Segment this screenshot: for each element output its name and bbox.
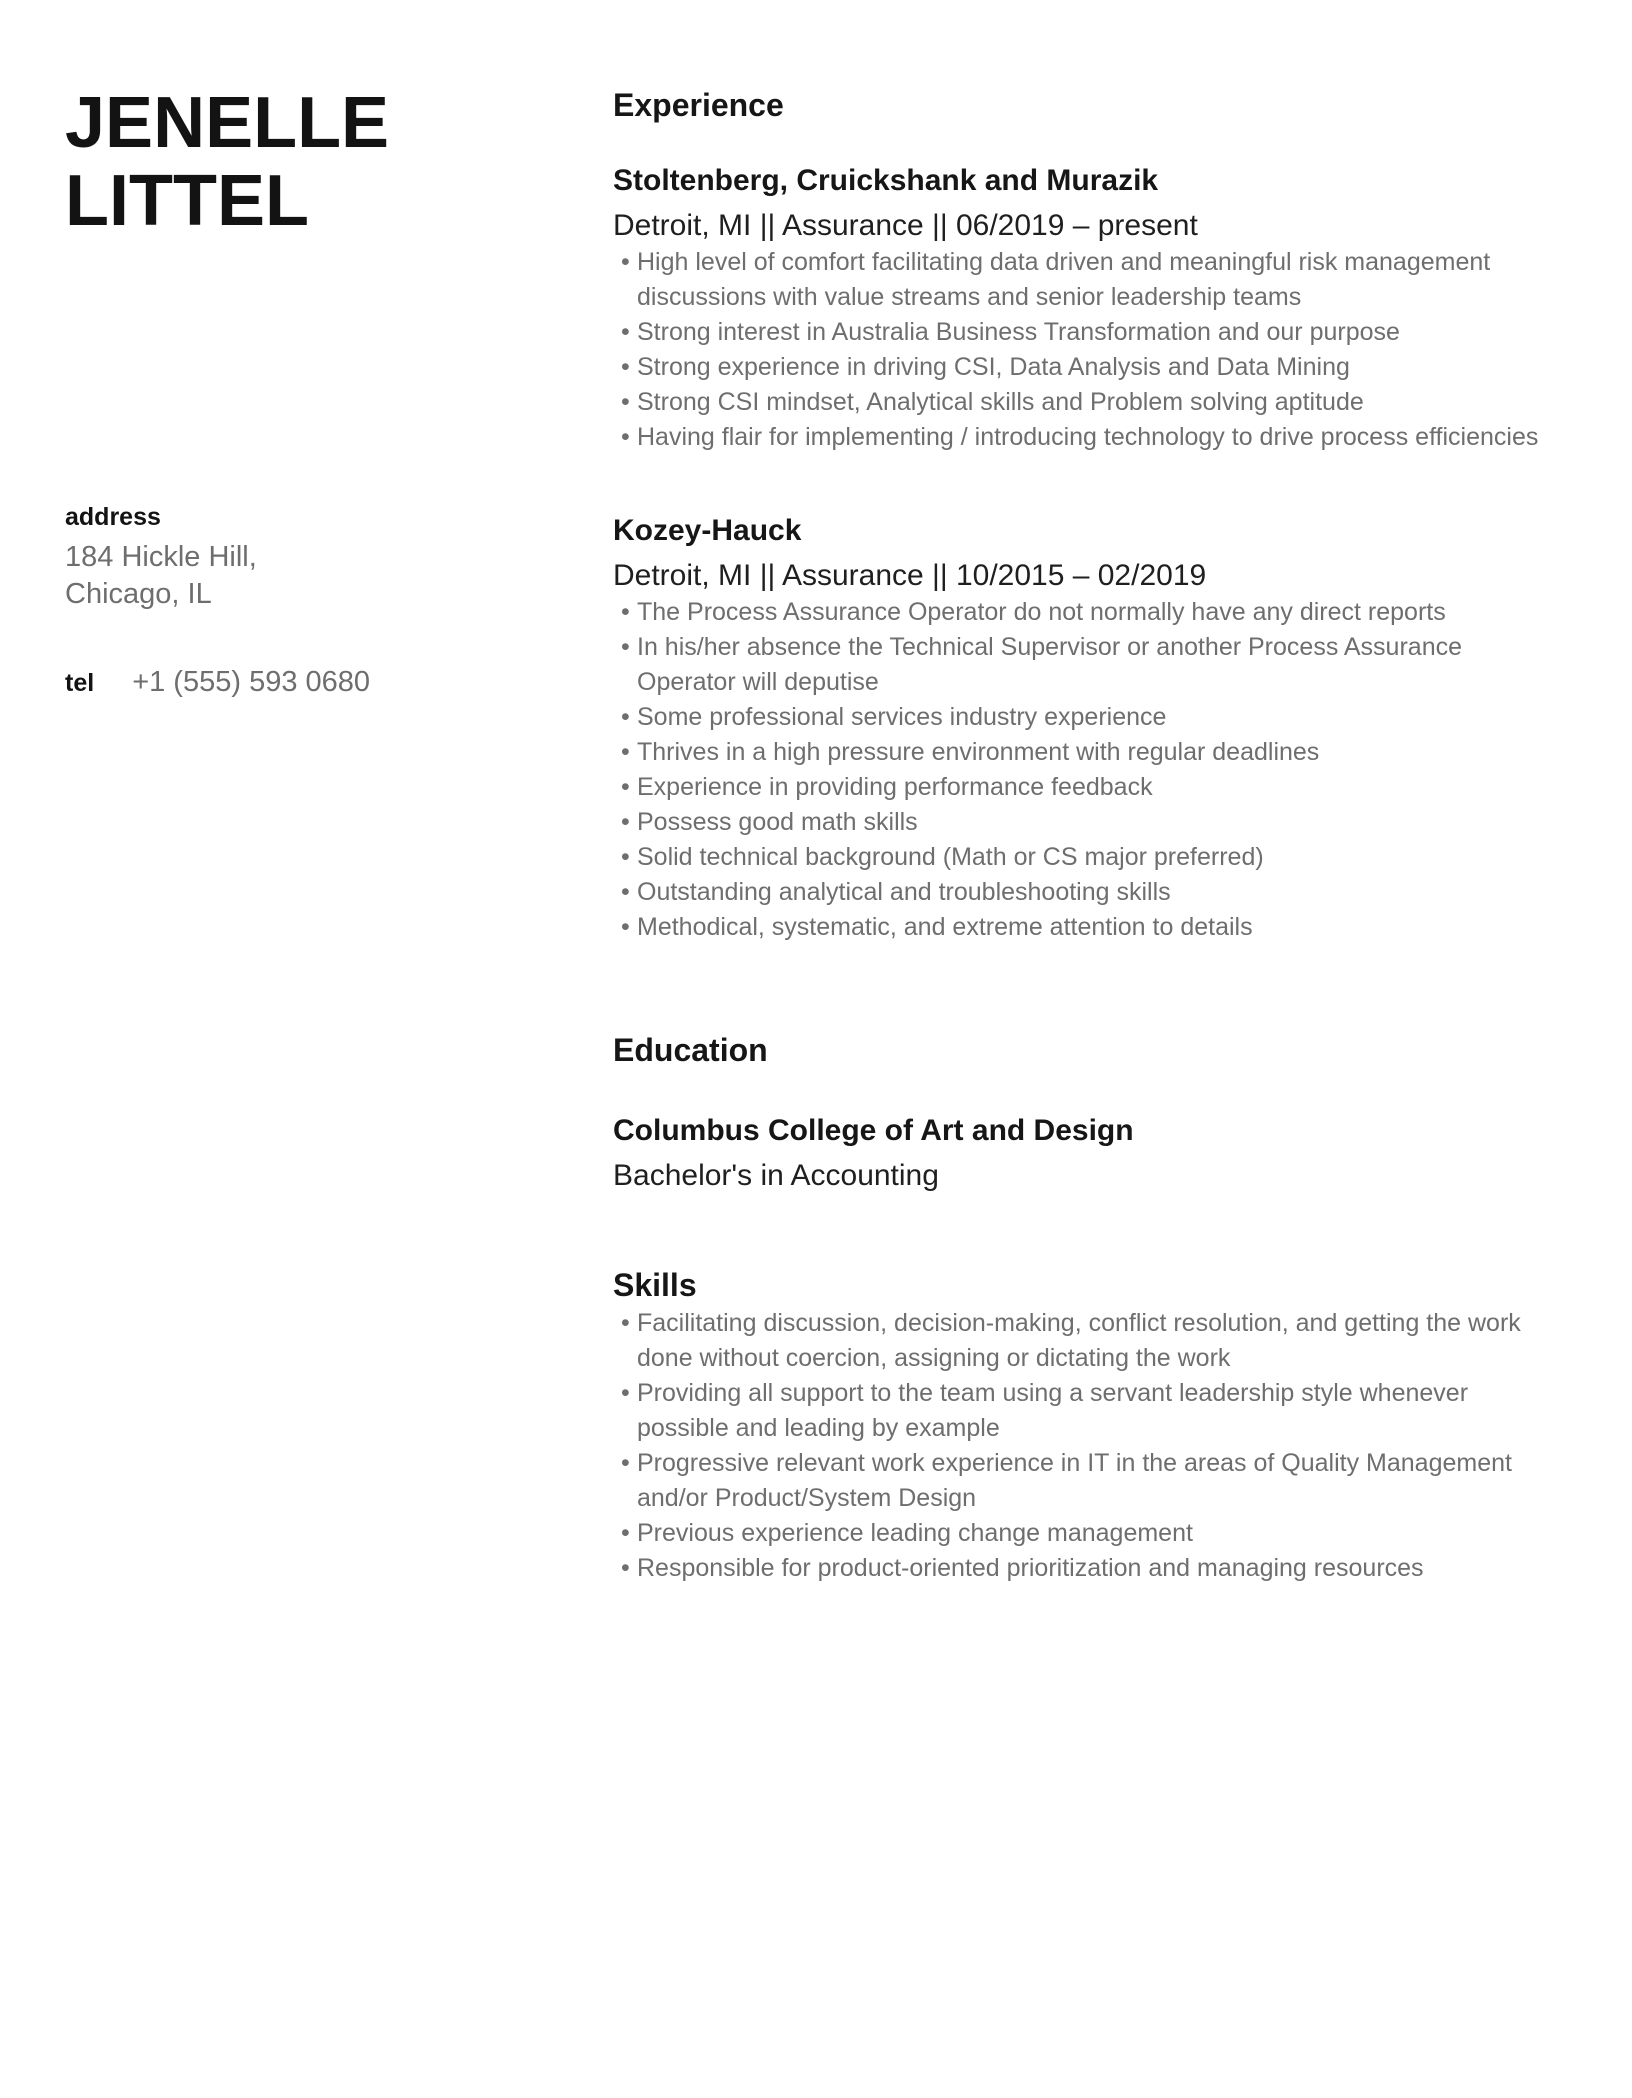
- candidate-name: [65, 84, 389, 240]
- candidate-last-name: LITTEL: [65, 161, 309, 241]
- bullet-item: • High level of comfort facilitating data driven and meaningful risk management discussions with value streams and senior leadership teams: [637, 245, 1563, 315]
- bullet-item: • The Process Assurance Operator do not normally have any direct reports: [637, 595, 1563, 630]
- section-heading-education: Education: [613, 1032, 768, 1068]
- job-company-2: Kozey-Hauck: [613, 514, 802, 547]
- address-line-1: 184 Hickle Hill,: [65, 541, 257, 573]
- section-heading-skills: Skills: [613, 1267, 697, 1303]
- bullet-item: • Responsible for product-oriented prioritization and managing resources: [637, 1551, 1563, 1586]
- contact-address-block: [65, 502, 257, 613]
- bullet-item: • Outstanding analytical and troubleshooting skills: [637, 875, 1563, 910]
- bullet-item: • Methodical, systematic, and extreme attention to details: [637, 910, 1563, 945]
- tel-value: +1 (555) 593 0680: [132, 666, 371, 698]
- job-meta-1: Detroit, MI || Assurance || 06/2019 – present: [613, 209, 1198, 242]
- address-line-2: Chicago, IL: [65, 578, 212, 610]
- skills-bullet-list: [613, 1306, 1563, 1586]
- bullet-item: • Strong CSI mindset, Analytical skills and Problem solving aptitude: [637, 385, 1563, 420]
- job-meta-2: Detroit, MI || Assurance || 10/2015 – 02/2019: [613, 559, 1207, 592]
- bullet-item: • Facilitating discussion, decision-making, conflict resolution, and getting the work done without coercion, assigning or dictating the work: [637, 1306, 1563, 1376]
- candidate-first-name: JENELLE: [65, 83, 390, 163]
- bullet-item: • Thrives in a high pressure environment with regular deadlines: [637, 735, 1563, 770]
- job-bullet-list-1: [613, 245, 1563, 455]
- address-label: address: [65, 503, 161, 531]
- bullet-item: • Some professional services industry experience: [637, 700, 1563, 735]
- education-school: Columbus College of Art and Design: [613, 1114, 1134, 1147]
- bullet-item: • In his/her absence the Technical Supervisor or another Process Assurance Operator will deputise: [637, 630, 1563, 700]
- bullet-item: • Strong interest in Australia Business Transformation and our purpose: [637, 315, 1563, 350]
- education-degree: Bachelor's in Accounting: [613, 1159, 939, 1192]
- section-heading-experience: Experience: [613, 87, 784, 123]
- job-company-1: Stoltenberg, Cruickshank and Murazik: [613, 164, 1159, 197]
- bullet-item: • Solid technical background (Math or CS major preferred): [637, 840, 1563, 875]
- contact-tel-block: [65, 664, 370, 701]
- bullet-item: • Previous experience leading change management: [637, 1516, 1563, 1551]
- address-value: [65, 539, 257, 613]
- bullet-item: • Possess good math skills: [637, 805, 1563, 840]
- bullet-item: • Experience in providing performance feedback: [637, 770, 1563, 805]
- bullet-item: • Strong experience in driving CSI, Data Analysis and Data Mining: [637, 350, 1563, 385]
- tel-label: tel: [65, 669, 95, 697]
- bullet-item: • Having flair for implementing / introducing technology to drive process efficiencies: [637, 420, 1563, 455]
- bullet-item: • Providing all support to the team using a servant leadership style whenever possible and leading by example: [637, 1376, 1563, 1446]
- bullet-item: • Progressive relevant work experience in IT in the areas of Quality Management and/or Product/System Design: [637, 1446, 1563, 1516]
- job-bullet-list-2: [613, 595, 1563, 945]
- main-column: [613, 0, 1563, 1586]
